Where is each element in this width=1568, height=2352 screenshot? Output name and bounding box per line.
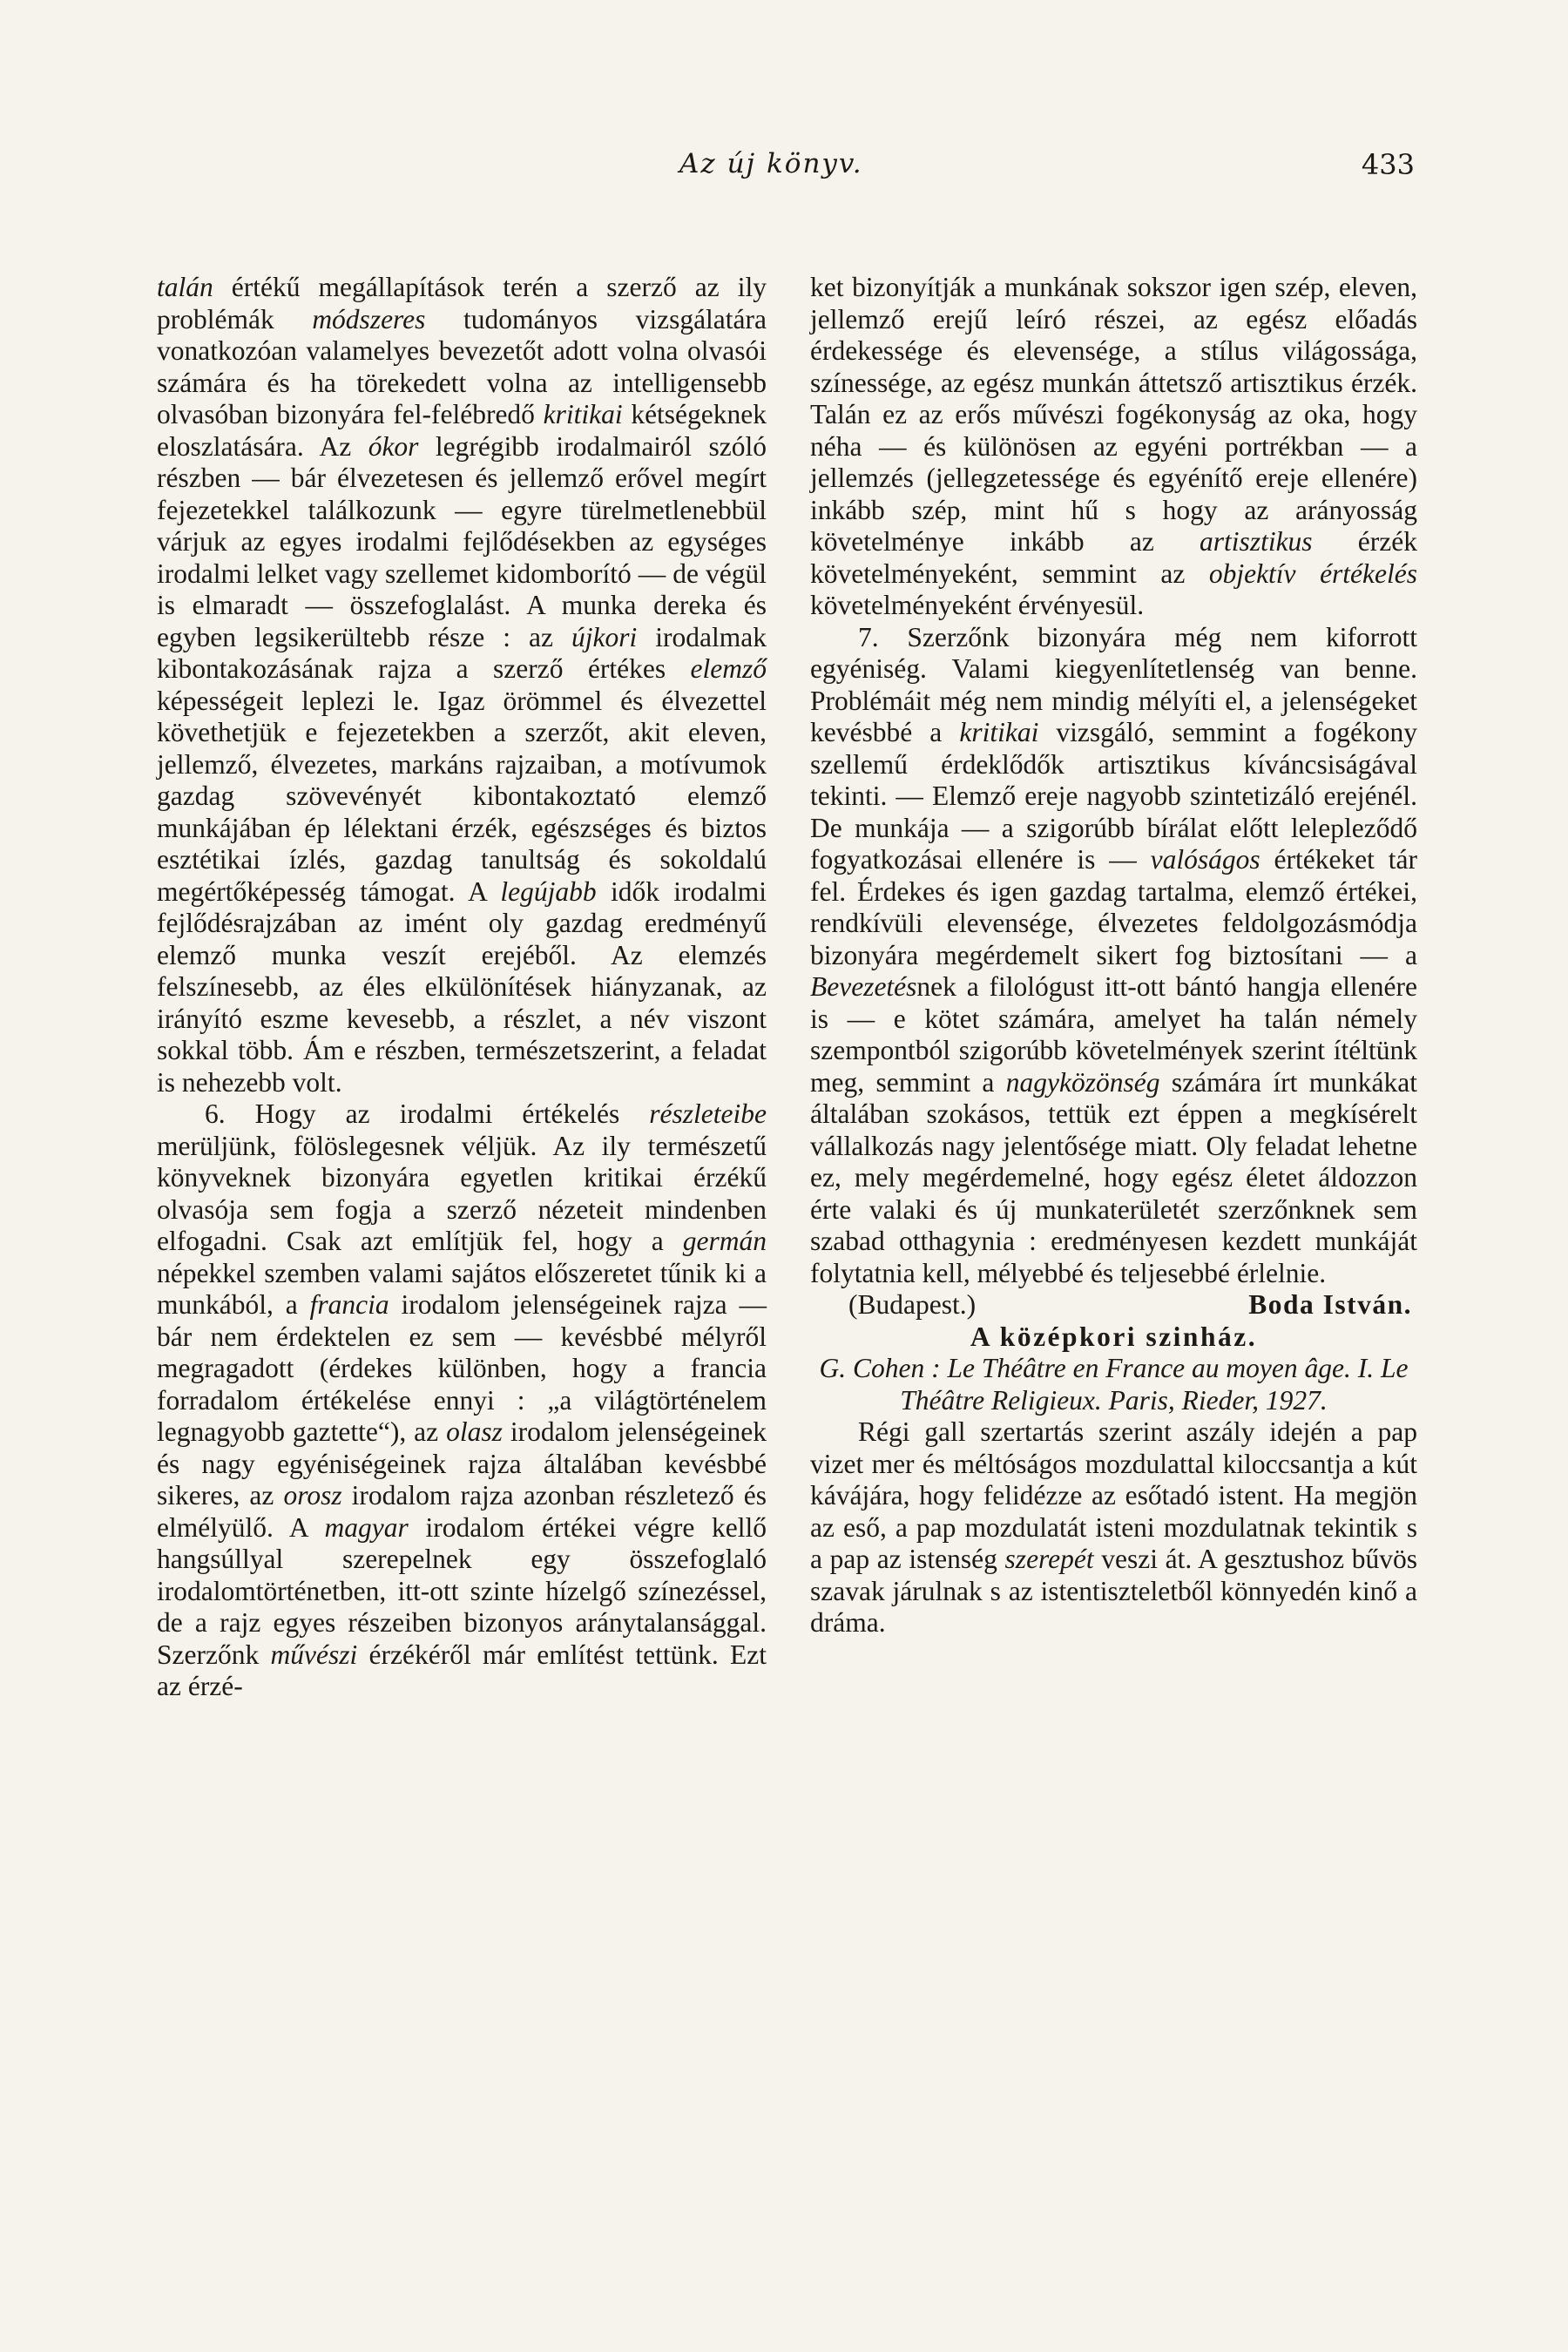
text: idők irodalmi fejlődésrajzában az imént oly gazdag eredményű elemző munka veszít erejéből. Az elemzés felszínesebb, az éles elkülönítések hiányzanak, az irányító eszme kevesebb, a részlet, a név viszont sokkal több. Ám e részben, természetszerint, a feladat is nehezebb volt. — [157, 875, 767, 1098]
paragraph — [810, 272, 1417, 622]
paragraph — [157, 272, 767, 1098]
review-signature — [810, 1289, 1417, 1321]
emphasis: részleteibe — [649, 1098, 767, 1129]
text: Régi gall szertartás szerint aszály idején a pap vizet mer és méltóságos mozdulattal kiloccsantja a kút kávájára, hogy felidézze az esőtadó istent. Ha megjön az eső, a pap mozdulatát isteni mozdulatnak tekintik s a pap az istenség — [810, 1416, 1417, 1574]
text: képességeit leplezi le. Igaz örömmel és élvezettel követhetjük e fejezetekben a szerzőt, akit eleven, jellemző, élvezetes, markáns rajzaiban, a motívumok gazdag szövevényét kibontakoztató elemző munkájában ép lélektani érzék, egészséges és biztos esztétikai ízlés, gazdag tanultság és sokoldalú megértőképesség támogat. A — [157, 685, 767, 907]
text: érzékéről már említést tettünk. Ezt az érzé- — [157, 1639, 767, 1701]
emphasis: kritikai — [959, 717, 1039, 747]
left-column — [157, 272, 767, 1703]
signature-place: (Budapest.) — [848, 1289, 977, 1320]
emphasis: valóságos — [1150, 844, 1260, 875]
text: 7. Szerzőnk bizonyára még nem kiforrott egyéniség. Valami kiegyenlítetlenség van benne. Problémáit még nem mindig mélyíti el, a jelenségeket kevésbbé a — [810, 621, 1417, 747]
text: legrégibb irodalmairól szóló részben — bár élvezetesen és jellemző erővel megírt fejezetekkel találkozunk — egyre türelmetlenebbül várjuk az egyes irodalmi fejlődésekben az egységes irodalmi lelket vagy szellemet kidomborító — de végül is elmaradt — összefoglalást. A munka dereka és egyben legsikerültebb része : az — [157, 430, 767, 652]
emphasis: objektív értékelés — [1208, 558, 1417, 589]
paragraph — [810, 1416, 1417, 1639]
emphasis: magyar — [324, 1511, 409, 1543]
emphasis: elemző — [690, 653, 767, 684]
emphasis: artisztikus — [1200, 526, 1313, 557]
text: vizsgáló, semmint a fogékony szellemű érdeklődők artisztikus kíváncsiságával tekinti. — Elemző ereje nagyobb szintetizáló erejénél. De munkája — a szigorúbb bírálat előtt lelepleződő fogyatkozásai ellenére is — — [810, 717, 1417, 875]
emphasis: olasz — [446, 1416, 503, 1447]
emphasis: módszeres — [312, 303, 426, 335]
text: ket bizonyítják a munkának sokszor igen szép, eleven, jellemző erejű leíró részei, az egész előadás érdekessége és elevensége, a stílus világossága, színessége, az egész munkán áttetsző artisztikus érzék. Talán ez az erős művészi fogékonyság az oka, hogy néha — és különösen az egyéni portrékban — a jellemzés (jellegzetessége és egyénítő ereje ellenére) inkább szép, mint hű s hogy az arányosság követelménye inkább az — [810, 272, 1417, 557]
text: értékű megállapítások terén a szerző az ily problémák — [157, 272, 767, 335]
text: követelményeként érvényesül. — [810, 590, 1145, 620]
emphasis: nagyközönség — [1005, 1066, 1160, 1098]
text: irodalom rajza azonban részletező és elmélyülő. A — [157, 1480, 767, 1543]
text: nek a filológust itt-ott bántó hangja ellenére is — e kötet számára, amelyet ha talán némely szempontból szigorúbb követelmények szerint ítéltünk meg, semmint a — [810, 971, 1417, 1098]
text: irodalom jelenségeinek és nagy egyéniségeinek rajza általában kevésbbé sikeres, az — [157, 1416, 767, 1511]
emphasis: orosz — [283, 1480, 342, 1511]
text: veszi át. A gesztushoz bűvös szavak járulnak s az istentiszteletből könnyedén kinő a dráma. — [810, 1544, 1417, 1638]
emphasis: művészi — [270, 1639, 358, 1670]
emphasis: szerepét — [1004, 1544, 1094, 1574]
paragraph — [810, 622, 1417, 1290]
signature-author: Boda István. — [1248, 1289, 1412, 1320]
page-header — [157, 148, 1415, 192]
page-number: 433 — [1361, 148, 1415, 181]
emphasis: legújabb — [500, 875, 597, 907]
text: érzék követelményeként, semmint az — [810, 526, 1417, 589]
emphasis: Bevezetés — [810, 971, 917, 1002]
emphasis: kritikai — [543, 399, 623, 429]
emphasis: ókor — [368, 430, 419, 462]
book-citation: G. Cohen : Le Théâtre en France au moyen âge. I. Le Théâtre Religieux. Paris, Rieder, 1927. — [819, 1353, 1409, 1416]
text: számára írt munkákat általában szokásos, tettük ezt éppen a megkísérelt vállalkozás nagy jelentősége miatt. Oly feladat lehetne ez, mely megérdemelné, hogy egész életet áldozzon érte valaki és új munkaterületét szerzőnknek sem szabad otthagynia : eredményesen kezdett munkáját folytatnia kell, mélyebbé és teljesebbé érlelnie. — [810, 1066, 1417, 1288]
text: irodalmak kibontakozásának rajza a szerző értékes — [157, 621, 767, 684]
text: irodalom értékei végre kellő hangsúllyal szerepelnek egy összefoglaló irodalomtörténetben, itt-ott szinte hízelgő színezéssel, de a rajz egyes részeiben bizonyos aránytalansággal. Szerzőnk — [157, 1511, 767, 1670]
text: tudományos vizsgálatára vonatkozóan valamelyes bevezetőt adott volna olvasói számára és ha törekedett volna az intelligensebb olvasóban bizonyára fel-felébredő — [157, 303, 767, 429]
paragraph — [157, 1098, 767, 1703]
running-title: Az új könyv. — [679, 148, 863, 179]
text: kétségeknek eloszlatására. Az — [157, 399, 767, 462]
text: merüljünk, fölöslegesnek véljük. Az ily természetű könyveknek bizonyára egyetlen kritikai érzékű olvasója sem fogja a szerző nézeteit mindenben elfogadni. Csak azt említjük fel, hogy a — [157, 1130, 767, 1256]
emphasis: talán — [157, 272, 213, 302]
right-column — [810, 272, 1417, 1639]
text: irodalom jelenségeinek rajza — bár nem érdektelen ez sem — kevésbbé mélyről megragadott (érdekes különben, hogy a francia forradalom értékelése ennyi : „a világtörténelem legnagyobb gaztette“), az — [157, 1289, 767, 1447]
text: népekkel szemben valami sajátos előszeretet tűnik ki a munkából, a — [157, 1257, 767, 1320]
text: 6. Hogy az irodalmi értékelés — [205, 1098, 650, 1129]
section-title: A középkori szinház. — [970, 1321, 1258, 1352]
emphasis: francia — [309, 1289, 389, 1320]
emphasis: újkori — [571, 621, 638, 652]
text: értékeket tár fel. Érdekes és igen gazdag tartalma, elemző értékei, rendkívüli elevensége, élvezetes feldolgozásmódja bizonyára megérdemelt sikert fog biztosítani — a — [810, 844, 1417, 970]
emphasis: germán — [682, 1226, 767, 1256]
